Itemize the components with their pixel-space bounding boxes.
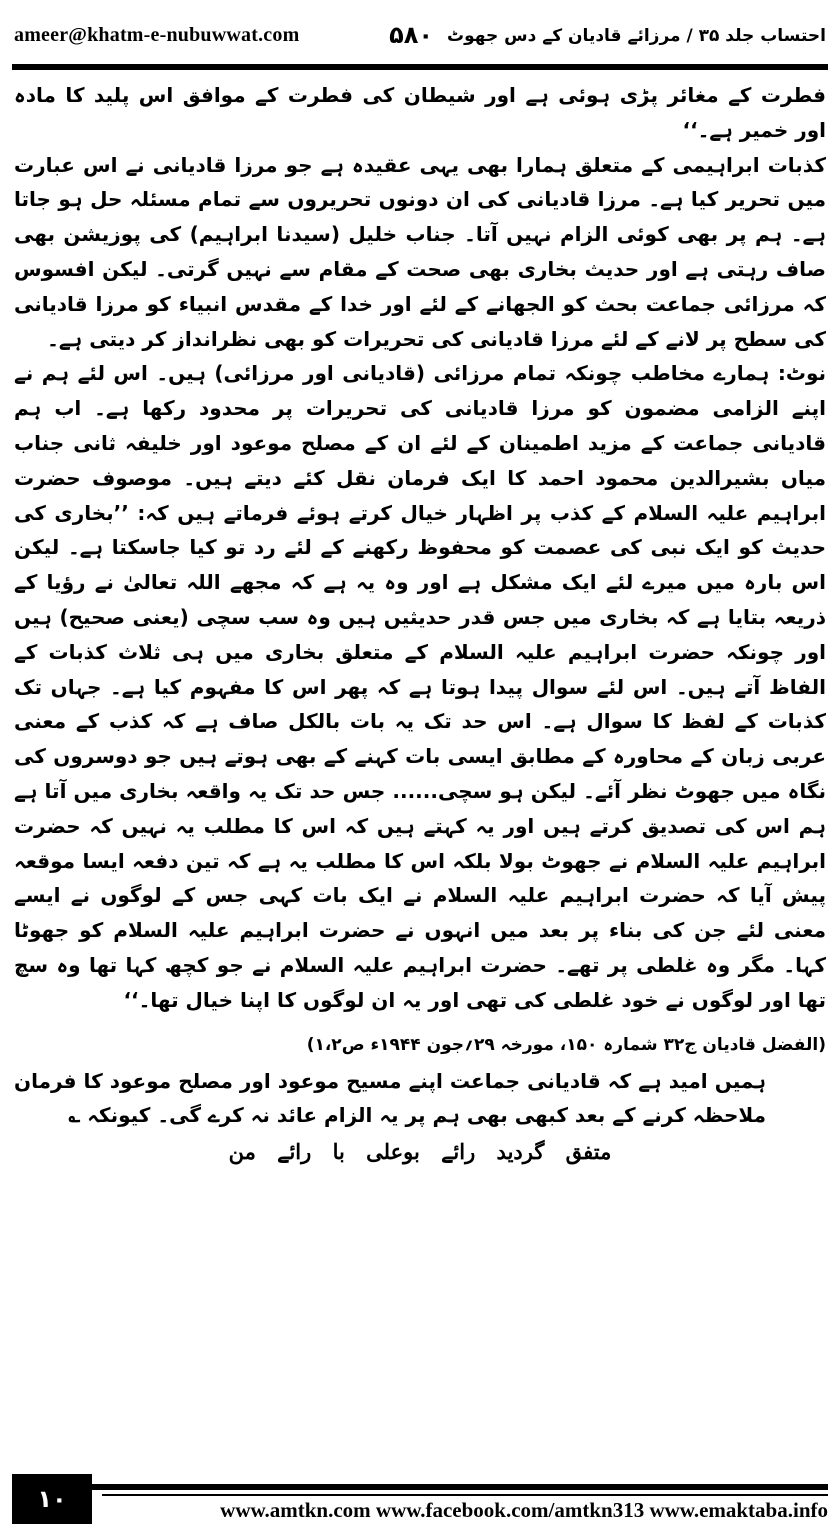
citation: (الفضل قادیان ج۳۲ شمارہ ۱۵۰، مورخہ ۲۹؍جون ۱۹۴۴ء ص۱،۲)	[306, 1034, 826, 1055]
header-title-group	[389, 21, 826, 49]
header-book-title: احتساب جلد ۳۵ / مرزائے قادیان کے دس جھوٹ	[447, 25, 826, 46]
closing-paragraph: ہمیں امید ہے کہ قادیانی جماعت اپنے مسیح موعود اور مصلح موعود کا فرمان ملاحظہ کرنے کے بعد کبھی بھی ہم پر یہ الزام عائد نہ کرے گی۔ کیونکہ ؎	[14, 1068, 766, 1128]
page-body	[14, 78, 826, 1464]
paragraph-3: نوٹ: ہمارے مخاطب چونکہ تمام مرزائی (قادیانی اور مرزائی) ہیں۔ اس لئے ہم نے اپنے الزامی مضمون کو مرزا قادیانی کی تحریرات پر محدود رکھا ہے۔ اب ہم قادیانی جماعت کے مزید اطمینان کے لئے ان کے مصلح موعود اور خلیفہ ثانی جناب میاں بشیرالدین محمود احمد کا ایک فرمان نقل کئے دیتے ہیں۔ موصوف حضرت ابراہیم علیہ السلام کے کذب پر اظہار خیال کرتے ہوئے فرماتے ہیں کہ: ’’بخاری کی حدیث کو ایک نبی کی عصمت کو محفوظ رکھنے کے لئے رد تو کیا جاسکتا ہے۔ لیکن اس بارہ میں میرے لئے ایک مشکل ہے اور وہ یہ ہے کہ مجھے اللہ تعالیٰ نے رؤیا کے ذریعہ بتایا ہے کہ بخاری میں جس قدر حدیثیں ہیں وہ سب سچی (یعنی صحیح) ہیں اور چونکہ حضرت ابراہیم علیہ السلام کے متعلق بخاری میں ہی ثلاث کذبات کے الفاظ آتے ہیں۔ اس لئے سوال پیدا ہوتا ہے کہ پھر اس کا مفہوم کیا ہے۔ جہاں تک کذبات کے لفظ کا سوال ہے۔ اس حد تک یہ بات بالکل صاف ہے کہ کذب کے معنی عربی زبان کے محاورہ کے مطابق ایسی بات کہنے کے بھی ہوتے ہیں جو دوسروں کی نگاہ میں جھوٹ نظر آئے۔ لیکن ہو سچی...... جس حد تک یہ واقعہ بخاری میں آتا ہے ہم اس کی تصدیق کرتے ہیں اور یہ کہتے ہیں کہ اس کا مطلب یہ نہیں کہ حضرت ابراہیم علیہ السلام نے جھوٹ بولا بلکہ اس کا مطلب یہ ہے کہ تین دفعہ ایسا موقعہ پیش آیا کہ حضرت ابراہیم علیہ السلام نے ایک بات کہی جس کے لوگوں نے ایسے معنی لئے جن کی بناء پر بعد میں انہوں نے حضرت ابراہیم علیہ السلام کو جھوٹا کہا۔ مگر وہ غلطی پر تھے۔ حضرت ابراہیم علیہ السلام نے جو کچھ کہا تھا وہ سچ تھا اور لوگوں نے خود غلطی کی تھی اور یہ ان لوگوں کا اپنا خیال تھا۔‘‘	[14, 361, 826, 1012]
header-email[interactable]: ameer@khatm-e-nubuwwat.com	[14, 23, 300, 46]
header-rule	[12, 64, 828, 70]
paragraph-2: کذبات ابراہیمی کے متعلق ہمارا بھی یہی عقیدہ ہے جو مرزا قادیانی نے اس عبارت میں تحریر کیا ہے۔ مرزا قادیانی کی ان دونوں تحریروں سے تمام مسئلہ حل ہو جاتا ہے۔ ہم پر بھی کوئی الزام نہیں آتا۔ جناب خلیل (سیدنا ابراہیم) کی پوزیشن بھی صاف رہتی ہے اور حدیث بخاری بھی صحت کے مقام سے نہیں گرتی۔ لیکن افسوس کہ مرزائی جماعت بحث کو الجھانے کے لئے اور خدا کے مقدس انبیاء کو مرزا قادیانی کی سطح پر لانے کے لئے مرزا قادیانی کی تحریرات کو بھی نظرانداز کر دیتی ہے۔	[14, 152, 826, 351]
footer-links[interactable]: www.amtkn.com www.facebook.com/amtkn313 www.emaktaba.info	[220, 1498, 828, 1522]
persian-verse: متفق گردید رائے بوعلی با رائے من	[228, 1139, 612, 1165]
footer-rule-thick	[12, 1484, 828, 1490]
paragraph-1: فطرت کے مغائر پڑی ہوئی ہے اور شیطان کی فطرت کے موافق اس پلید کا مادہ اور خمیر ہے۔‘‘	[14, 83, 826, 142]
text-content	[14, 78, 826, 1170]
footer-page-marker: ۱۰	[12, 1474, 92, 1524]
footer-rule-thin	[102, 1494, 828, 1496]
page-footer	[12, 1474, 828, 1540]
header-page-number: ۵۸۰	[389, 21, 434, 49]
page-header	[14, 10, 826, 60]
